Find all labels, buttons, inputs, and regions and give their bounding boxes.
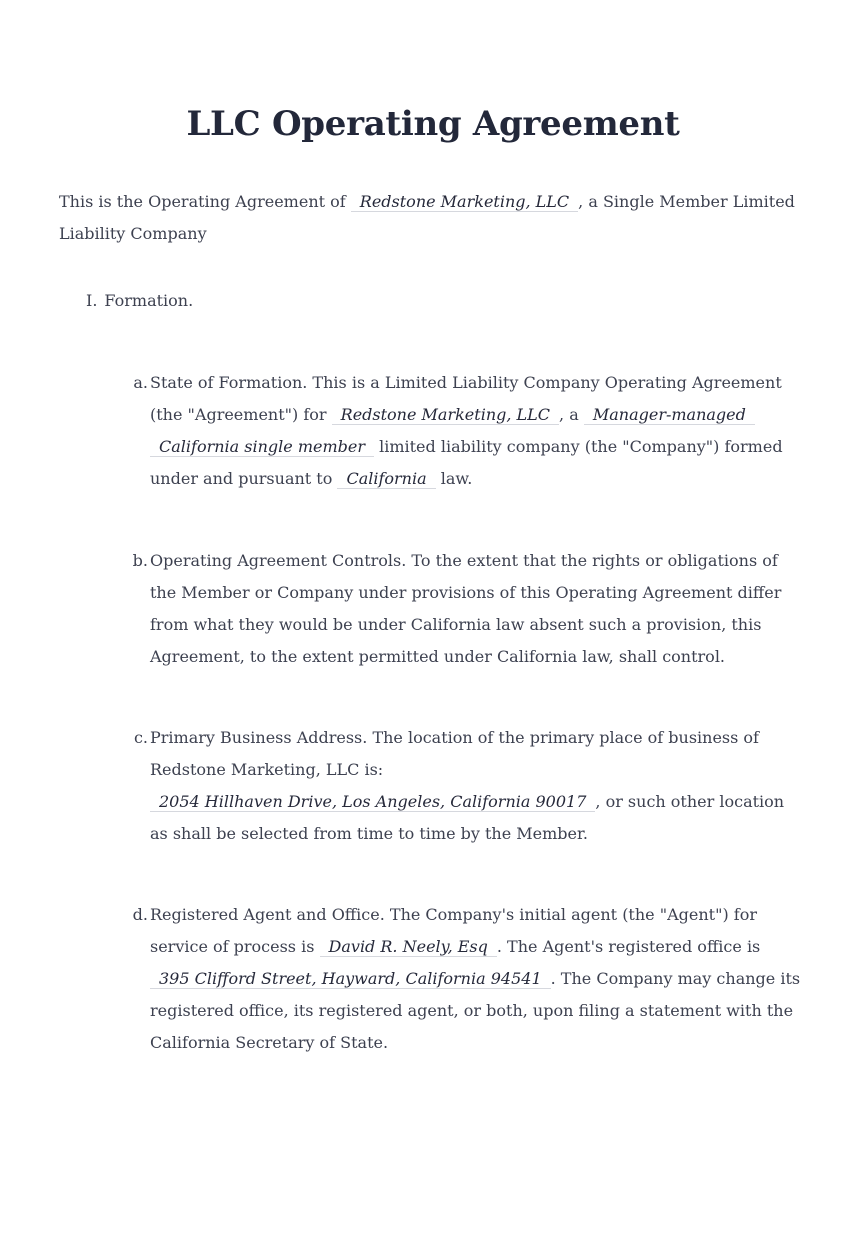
clause-state-of-formation [133,367,805,495]
intro-paragraph [59,186,819,250]
clause-b-text: Operating Agreement Controls. To the extent that the rights or obligations of the Member or Company under provisions of this Operating Agreement differ from what they would be under California law absent such a provision, this Agreement, to the extent permitted under California law, shall control. [150,551,782,666]
clause-primary-business-address [133,722,805,850]
clause-marker-b: b. [132,551,148,570]
section-title: Formation. [104,291,194,310]
clause-c-text-2: , or such other location as shall be selected from time to time by the Member. [150,792,785,843]
clause-marker-a: a. [133,373,148,392]
registered-office-field[interactable]: 395 Clifford Street, Hayward, California 94541 [150,969,551,989]
business-address-field[interactable]: 2054 Hillhaven Drive, Los Angeles, California 90017 [150,792,595,812]
clause-a-text-4: law. [440,469,473,488]
state-field[interactable]: California [337,469,435,489]
company-type-field[interactable]: California single member [150,437,374,457]
clause-a-company-name-field[interactable]: Redstone Marketing, LLC [332,405,559,425]
clause-d-text-1: Registered Agent and Office. The Company's initial agent (the "Agent") for service of process is [150,905,757,956]
clause-marker-d: d. [132,905,148,924]
clause-d-text-3: . The Company may change its registered office, its registered agent, or both, upon filing a statement with the California Secretary of State. [150,969,801,1052]
company-name-field[interactable]: Redstone Marketing, LLC [351,192,578,212]
intro-text-before: This is the Operating Agreement of [59,192,346,211]
clause-a-text-2: , a [559,405,579,424]
management-type-field[interactable]: Manager-managed [584,405,755,425]
clause-registered-agent [132,899,805,1059]
section-number: I. [86,291,98,310]
clause-d-text-2: . The Agent's registered office is [496,937,761,956]
clause-c-text-1: Primary Business Address. The location of the primary place of business of Redstone Marketing, LLC is: [150,728,759,779]
agent-name-field[interactable]: David R. Neely, Esq [320,937,497,957]
intro-text-after: , a Single Member Limited Liability Company [59,192,795,243]
clause-a-text-1: State of Formation. This is a Limited Liability Company Operating Agreement (the "Agreement") for [150,373,782,424]
clause-a-text-3: limited liability company (the "Company") formed under and pursuant to [150,437,783,488]
clause-operating-agreement-controls [132,545,805,673]
document-title: LLC Operating Agreement [186,104,680,144]
clause-marker-c: c. [133,728,148,747]
section-heading-formation [86,287,193,315]
